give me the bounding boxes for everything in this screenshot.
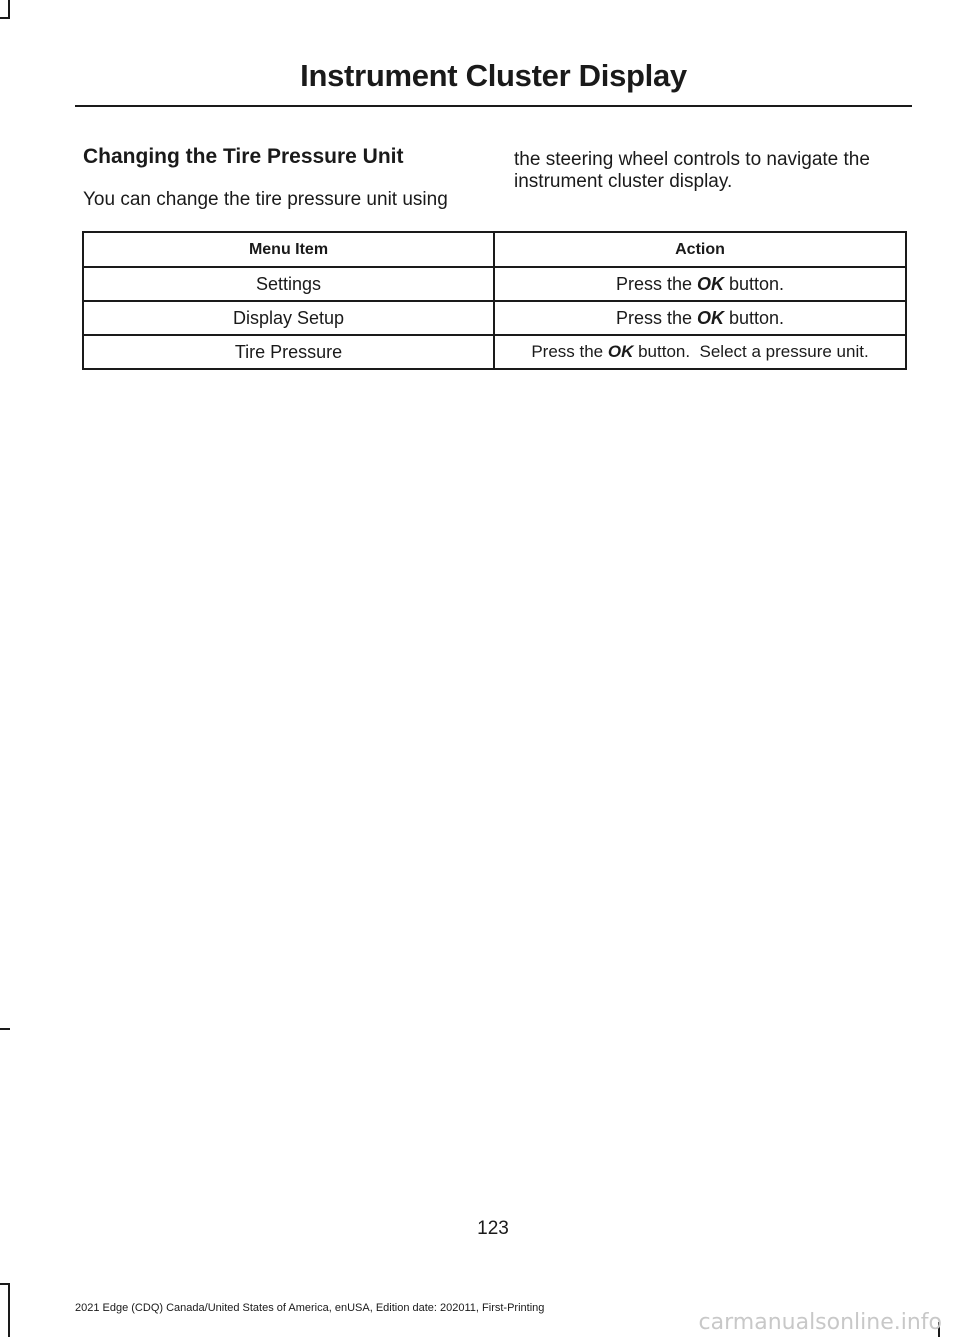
table-header-row — [83, 232, 906, 267]
action-text: Press the — [615, 273, 697, 294]
watermark: carmanualsonline.info — [698, 1310, 942, 1335]
table-row — [83, 267, 906, 301]
ok-button-label: OK — [697, 307, 724, 328]
column-header-action: Action — [494, 232, 906, 267]
intro-text-right: the steering wheel controls to navigate the instrument cluster display. — [514, 149, 870, 192]
page-number: 123 — [477, 1218, 509, 1239]
table-row — [83, 335, 906, 369]
action-text: button. Select a pressure unit. — [633, 342, 869, 361]
action-text: button. — [724, 273, 785, 294]
menu-item-cell: Settings — [83, 267, 494, 301]
ok-button-label: OK — [697, 273, 724, 294]
page-header-title: Instrument Cluster Display — [300, 58, 687, 93]
action-cell — [494, 335, 906, 369]
table-row — [83, 301, 906, 335]
column-header-menu-item: Menu Item — [83, 232, 494, 267]
action-text: button. — [724, 307, 785, 328]
menu-action-table — [82, 231, 907, 370]
crop-mark-bottom-left — [8, 1283, 10, 1337]
crop-mark-top-left — [8, 0, 10, 18]
action-text: Press the — [531, 342, 608, 361]
menu-item-cell: Display Setup — [83, 301, 494, 335]
section-heading: Changing the Tire Pressure Unit — [83, 145, 404, 168]
crop-mark-bottom-left — [0, 1283, 10, 1285]
action-cell — [494, 267, 906, 301]
edition-footer: 2021 Edge (CDQ) Canada/United States of America, enUSA, Edition date: 202011, First-Printing — [75, 1302, 545, 1314]
header-divider — [75, 105, 912, 107]
crop-mark-left-side — [0, 1028, 10, 1030]
action-cell — [494, 301, 906, 335]
action-text: Press the — [615, 307, 697, 328]
ok-button-label: OK — [607, 342, 634, 361]
intro-text-left: You can change the tire pressure unit using — [83, 189, 448, 210]
menu-item-cell: Tire Pressure — [83, 335, 494, 369]
crop-mark-top-left — [0, 17, 10, 19]
